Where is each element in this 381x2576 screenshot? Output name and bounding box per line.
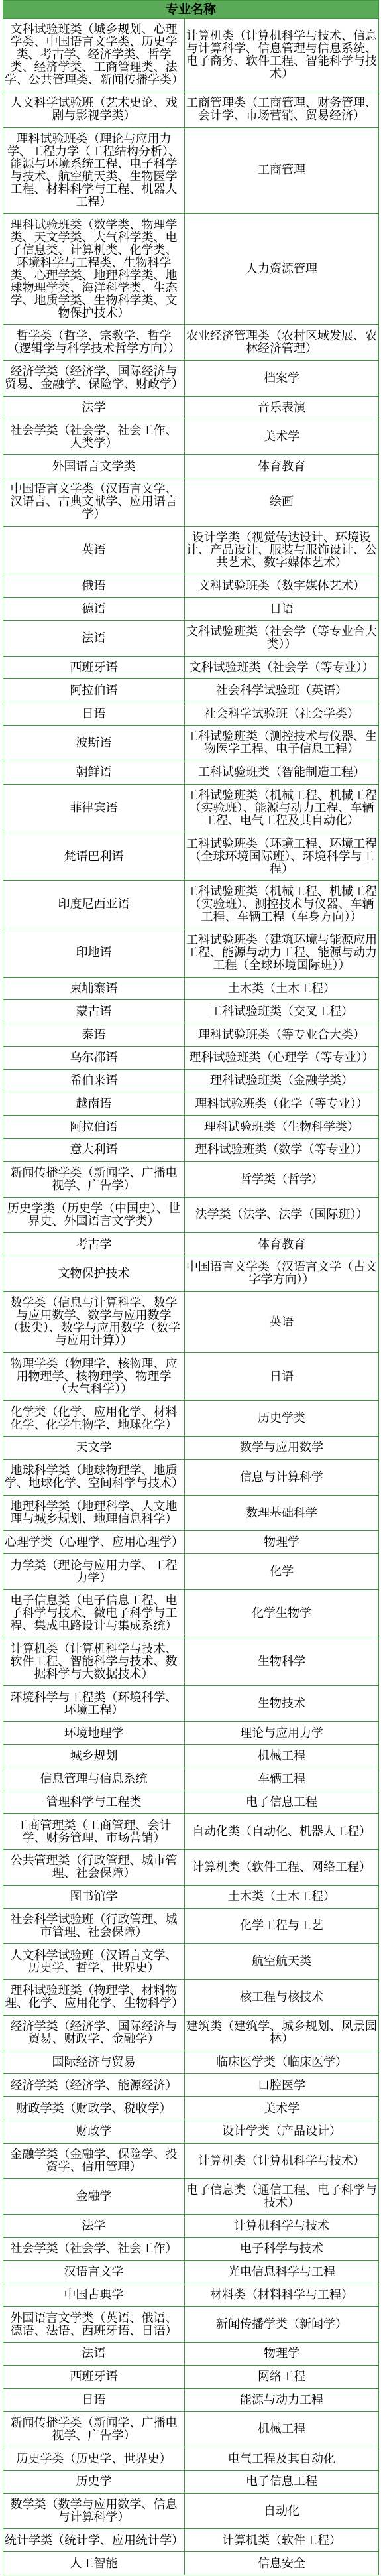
major-cell-right: 中国语言文学类（汉语言文学（古文字学方向）） — [185, 1256, 379, 1292]
major-cell-left: 社会学类（社会学、社会工作、人类学） — [3, 419, 185, 455]
table-row — [3, 1744, 379, 1768]
table-row — [3, 574, 379, 598]
major-cell-left: 地球科学类（地球物理学、地质学、地球化学、空间科学与技术） — [3, 1459, 185, 1495]
major-cell-left: 工商管理类（工商管理、会计学、财务管理、市场营销） — [3, 1814, 185, 1850]
table-row — [3, 92, 379, 127]
major-cell-right: 哲学类（哲学） — [185, 1161, 379, 1197]
major-cell-left: 波斯语 — [3, 726, 185, 761]
table-row — [3, 726, 379, 761]
major-cell-right: 核工程与核技术 — [185, 1980, 379, 2016]
table-row — [3, 2552, 379, 2575]
major-cell-left: 中国语言文学类（汉语言文学、汉语言、古典文献学、应用语言学） — [3, 478, 185, 526]
major-cell-right: 农业经济管理类（农村区域发展、农林经济管理） — [185, 325, 379, 361]
table-row — [3, 1256, 379, 1292]
major-cell-right: 理科试验班类（生物科学类） — [185, 1116, 379, 1139]
major-cell-left: 中国古典学 — [3, 2284, 185, 2307]
major-cell-right: 绘画 — [185, 478, 379, 526]
major-cell-right: 体育教育 — [185, 1233, 379, 1256]
table-row — [3, 784, 379, 832]
major-cell-left: 理科试验班类（物理学、材料物理、化学、应用化学、生物科学） — [3, 1980, 185, 2016]
table-row — [3, 360, 379, 396]
major-cell-left: 法学 — [3, 396, 185, 419]
major-cell-right: 档案学 — [185, 360, 379, 396]
major-cell-right: 生物技术 — [185, 1686, 379, 1722]
major-cell-right: 工科试验班类（机械工程、机械工程（实验班）、测控技术与仪器、车辆工程、车辆工程（车身方向）） — [185, 881, 379, 929]
major-cell-right: 建筑类（建筑学、城乡规划、风景园林） — [185, 2015, 379, 2051]
table-row — [3, 2120, 379, 2143]
major-cell-right: 工商管理类（工商管理、财务管理、会计学、市场营销、贸易经济） — [185, 92, 379, 127]
table-header-row — [3, 1, 379, 19]
major-cell-left: 印度尼西亚语 — [3, 881, 185, 929]
major-cell-left: 菲律宾语 — [3, 784, 185, 832]
major-cell-left: 财政学 — [3, 2120, 185, 2143]
major-cell-left: 蒙古语 — [3, 1000, 185, 1023]
major-cell-right: 文科试验班类（数字媒体艺术） — [185, 574, 379, 598]
major-cell-left: 力学类（理论与应用力学、工程力学） — [3, 1554, 185, 1590]
major-cell-right: 材料类（材料科学与工程） — [185, 2284, 379, 2307]
major-cell-right: 文科试验班类（社会学（等专业合大类）） — [185, 620, 379, 656]
major-cell-left: 历史学 — [3, 2470, 185, 2493]
table-row — [3, 1069, 379, 1092]
major-cell-right: 美术学 — [185, 2097, 379, 2120]
major-cell-right: 土木类（土木工程） — [185, 1885, 379, 1908]
major-cell-left: 阿拉伯语 — [3, 1116, 185, 1139]
major-cell-left: 金融学 — [3, 2179, 185, 2215]
major-cell-right: 数学与应用数学 — [185, 1437, 379, 1460]
table-row — [3, 1197, 379, 1233]
major-cell-left: 计算机类（计算机科学与技术、软件工程、智能科学与技术、数据科学与大数据技术） — [3, 1638, 185, 1686]
table-row — [3, 1046, 379, 1069]
major-table — [3, 0, 379, 2575]
major-cell-right: 英语 — [185, 1291, 379, 1352]
table-row — [3, 598, 379, 621]
major-cell-right: 电子信息工程 — [185, 1791, 379, 1814]
major-cell-left: 电子信息类（电子信息工程、电子科学与技术、微电子科学与工程、集成电路设计与集成系统） — [3, 1589, 185, 1638]
major-cell-right: 文科试验班类（社会学（等专业）） — [185, 656, 379, 679]
major-cell-right: 体育教育 — [185, 455, 379, 478]
table-row — [3, 1980, 379, 2016]
major-cell-left: 信息管理与信息系统 — [3, 1768, 185, 1791]
table-row — [3, 1291, 379, 1352]
table-row — [3, 1023, 379, 1047]
table-row — [3, 478, 379, 526]
major-cell-left: 日语 — [3, 2388, 185, 2412]
major-cell-left: 社会学类（社会学、社会工作） — [3, 2238, 185, 2261]
major-cell-left: 人文科学试验班（艺术史论、戏剧与影视学类） — [3, 92, 185, 127]
major-cell-left: 环境地理学 — [3, 1722, 185, 1745]
major-cell-right: 社会科学试验班（社会学类） — [185, 702, 379, 726]
major-cell-left: 考古学 — [3, 1233, 185, 1256]
major-cell-right: 日语 — [185, 598, 379, 621]
major-cell-left: 数学类（信息与计算科学、数学与应用数学、数学与应用数学（拔尖）、数学与应用数学（数学与应用计算）） — [3, 1291, 185, 1352]
major-cell-right: 化学 — [185, 1554, 379, 1590]
table-row — [3, 127, 379, 214]
major-cell-left: 文物保护技术 — [3, 1256, 185, 1292]
major-cell-left: 朝鲜语 — [3, 761, 185, 784]
major-cell-right: 工科试验班类（建筑环境与能源应用工程、能源与动力工程、能源与动力工程（全球环境国际班）） — [185, 929, 379, 977]
major-cell-left: 经济学类（经济学、国际经济与贸易、金融学、保险学、财政学） — [3, 360, 185, 396]
table-row — [3, 1531, 379, 1554]
table-row — [3, 1116, 379, 1139]
major-cell-right: 设计学类（产品设计） — [185, 2120, 379, 2143]
major-cell-right: 生物科学 — [185, 1638, 379, 1686]
major-cell-left: 新闻传播学类（新闻学、广播电视学、广告学） — [3, 2412, 185, 2447]
major-cell-right: 机械工程 — [185, 1744, 379, 1768]
table-row — [3, 1589, 379, 1638]
major-cell-left: 人文科学试验班（汉语言文学、历史学、哲学、世界史） — [3, 1944, 185, 1980]
major-cell-left: 外国语言文学类 — [3, 455, 185, 478]
major-cell-right: 计算机类（计算机科学与技术、信息与计算科学、信息管理与信息系统、电子商务、软件工程、智能科学与技术） — [185, 19, 379, 92]
major-cell-right: 口腔医学 — [185, 2074, 379, 2097]
table-row — [3, 656, 379, 679]
major-cell-right: 电子信息类（通信工程、电子科学与技术） — [185, 2179, 379, 2215]
major-cell-right: 自动化 — [185, 2493, 379, 2529]
major-cell-right: 理科试验班类（数学（等专业）） — [185, 1138, 379, 1161]
major-cell-right: 人力资源管理 — [185, 214, 379, 325]
major-cell-right: 日语 — [185, 1352, 379, 1401]
major-cell-right: 美术学 — [185, 419, 379, 455]
major-cell-right: 计算机类（计算机科学与技术） — [185, 2143, 379, 2179]
table-row — [3, 2051, 379, 2074]
major-cell-left: 化学类（化学、应用化学、材料化学、化学生物学、地球化学） — [3, 1401, 185, 1437]
major-cell-left: 西班牙语 — [3, 656, 185, 679]
major-cell-left: 国际经济与贸易 — [3, 2051, 185, 2074]
table-row — [3, 1000, 379, 1023]
table-row — [3, 2260, 379, 2284]
table-row — [3, 2284, 379, 2307]
major-cell-right: 能源与动力工程 — [185, 2388, 379, 2412]
table-row — [3, 1092, 379, 1116]
table-row — [3, 2529, 379, 2552]
major-cell-left: 管理科学与工程类 — [3, 1791, 185, 1814]
major-cell-left: 天文学 — [3, 1437, 185, 1460]
table-row — [3, 214, 379, 325]
table-row — [3, 2143, 379, 2179]
table-row — [3, 2215, 379, 2238]
table-row — [3, 881, 379, 929]
major-cell-right: 理论与应用力学 — [185, 1722, 379, 1745]
table-row — [3, 1791, 379, 1814]
major-cell-left: 梵语巴利语 — [3, 832, 185, 881]
table-row — [3, 832, 379, 881]
table-row — [3, 2307, 379, 2343]
major-cell-right: 物理学 — [185, 2343, 379, 2366]
major-table-container — [3, 0, 378, 2576]
major-cell-left: 汉语言文学 — [3, 2260, 185, 2284]
major-cell-right: 光电信息科学与工程 — [185, 2260, 379, 2284]
table-row — [3, 526, 379, 574]
major-cell-left: 乌尔都语 — [3, 1046, 185, 1069]
major-cell-right: 电气工程及其自动化 — [185, 2447, 379, 2471]
table-row — [3, 2470, 379, 2493]
major-cell-left: 财政学类（财政学、税收学） — [3, 2097, 185, 2120]
major-cell-left: 泰语 — [3, 1023, 185, 1047]
major-cell-right: 航空航天类 — [185, 1944, 379, 1980]
major-cell-right: 数理基础科学 — [185, 1495, 379, 1531]
table-row — [3, 977, 379, 1000]
table-row — [3, 1908, 379, 1944]
major-cell-left: 西班牙语 — [3, 2365, 185, 2388]
major-cell-left: 环境科学与工程类（环境科学、环境工程） — [3, 1686, 185, 1722]
table-row — [3, 2388, 379, 2412]
major-cell-right: 理科试验班类（化学（等专业）） — [185, 1092, 379, 1116]
major-cell-right: 理科试验班类（心理学（等专业）） — [185, 1046, 379, 1069]
major-cell-left: 社会科学试验班（行政管理、城市管理、社会保障） — [3, 1908, 185, 1944]
major-cell-right: 车辆工程 — [185, 1768, 379, 1791]
table-row — [3, 2097, 379, 2120]
table-row — [3, 1768, 379, 1791]
table-row — [3, 1554, 379, 1590]
table-row — [3, 1401, 379, 1437]
major-cell-right: 工科试验班类（智能制造工程） — [185, 761, 379, 784]
major-cell-left: 日语 — [3, 702, 185, 726]
table-row — [3, 325, 379, 361]
major-cell-right: 设计学类（视觉传达设计、环境设计、产品设计、服装与服饰设计、公共艺术、数字媒体艺术） — [185, 526, 379, 574]
major-cell-right: 历史学类 — [185, 1401, 379, 1437]
table-row — [3, 1161, 379, 1197]
table-body — [3, 19, 379, 2575]
table-row — [3, 2015, 379, 2051]
major-cell-left: 文科试验班类（城乡规划、心理学类、中国语言文学类、历史学类、考古学、经济学类、哲学类、经济学类、工商管理类、法学、公共管理类、新闻传播学类） — [3, 19, 185, 92]
table-row — [3, 1495, 379, 1531]
table-row — [3, 679, 379, 702]
major-cell-right: 信息与计算科学 — [185, 1459, 379, 1495]
table-row — [3, 2365, 379, 2388]
major-cell-left: 越南语 — [3, 1092, 185, 1116]
major-cell-right: 社会科学试验班（英语） — [185, 679, 379, 702]
major-cell-right: 法学类（法学、法学（国际班）） — [185, 1197, 379, 1233]
major-cell-right: 自动化类（自动化、机器人工程） — [185, 1814, 379, 1850]
table-row — [3, 1638, 379, 1686]
major-cell-right: 电子信息工程 — [185, 2470, 379, 2493]
major-cell-left: 法语 — [3, 2343, 185, 2366]
table-row — [3, 2493, 379, 2529]
major-cell-left: 数学类（数学与应用数学、信息与计算科学） — [3, 2493, 185, 2529]
major-cell-left: 理科试验班类（数学类、物理学类、天文学类、大气科学类、电子信息类、计算机类、化学类、环境科学与工程类、生物科学类、心理学类、地理科学类、地球物理学类、海洋科学类、生态学、地质学类、生物科学类、文物保护技术） — [3, 214, 185, 325]
major-cell-right: 新闻传播学类（新闻学） — [185, 2307, 379, 2343]
major-cell-left: 物理学类（物理学、核物理、应用物理学、核物理学、物理学（大气科学）） — [3, 1352, 185, 1401]
table-row — [3, 1686, 379, 1722]
major-cell-right: 计算机科学与技术 — [185, 2215, 379, 2238]
major-cell-left: 俄语 — [3, 574, 185, 598]
major-cell-left: 法语 — [3, 620, 185, 656]
major-cell-right: 理科试验班类（金融学类） — [185, 1069, 379, 1092]
major-cell-left: 希伯来语 — [3, 1069, 185, 1092]
table-row — [3, 2179, 379, 2215]
table-row — [3, 1352, 379, 1401]
major-cell-left: 心理学类（心理学、应用心理学） — [3, 1531, 185, 1554]
major-cell-right: 工科试验班类（测控技术与仪器、生物医学工程、电子信息工程） — [185, 726, 379, 761]
major-cell-right: 化学生物学 — [185, 1589, 379, 1638]
table-row — [3, 455, 379, 478]
major-cell-right: 信息安全 — [185, 2552, 379, 2575]
major-cell-right: 工商管理 — [185, 127, 379, 214]
major-cell-left: 地理科学类（地理科学、人文地理与城乡规划、地理信息科学） — [3, 1495, 185, 1531]
major-cell-left: 经济学类（经济学、国际经济与贸易、财政学、金融学） — [3, 2015, 185, 2051]
table-row — [3, 1944, 379, 1980]
table-row — [3, 1814, 379, 1850]
major-cell-right: 音乐表演 — [185, 396, 379, 419]
table-header: 专业名称 — [3, 1, 379, 19]
table-row — [3, 761, 379, 784]
major-cell-right: 机械工程 — [185, 2412, 379, 2447]
table-row — [3, 1459, 379, 1495]
table-row — [3, 2412, 379, 2447]
major-cell-left: 外国语言文学类（英语、俄语、德语、法语、西班牙语、日语） — [3, 2307, 185, 2343]
major-cell-left: 柬埔寨语 — [3, 977, 185, 1000]
major-cell-left: 英语 — [3, 526, 185, 574]
major-cell-right: 物理学 — [185, 1531, 379, 1554]
table-row — [3, 2447, 379, 2471]
major-cell-left: 图书馆学 — [3, 1885, 185, 1908]
table-row — [3, 2074, 379, 2097]
table-row — [3, 702, 379, 726]
major-cell-right: 电子科学与技术 — [185, 2238, 379, 2261]
major-cell-left: 意大利语 — [3, 1138, 185, 1161]
table-row — [3, 396, 379, 419]
major-cell-left: 历史学类（历史学（中国史）、世界史、外国语言文学类） — [3, 1197, 185, 1233]
table-row — [3, 1722, 379, 1745]
table-row — [3, 1437, 379, 1460]
major-cell-left: 历史学类（历史学、世界史） — [3, 2447, 185, 2471]
table-row — [3, 929, 379, 977]
major-cell-right: 化学工程与工艺 — [185, 1908, 379, 1944]
major-cell-left: 哲学类（哲学、宗教学、哲学（逻辑学与科学技术哲学方向）） — [3, 325, 185, 361]
major-cell-left: 印地语 — [3, 929, 185, 977]
major-cell-right: 计算机类（软件工程、网络工程） — [185, 1850, 379, 1886]
major-cell-right: 临床医学类（临床医学） — [185, 2051, 379, 2074]
major-cell-left: 理科试验班类（理论与应用力学、工程力学（工程结构分析）、能源与环境系统工程、电子科学与技术、航空航天类、生物医学工程、材料科学与工程、机器人工程） — [3, 127, 185, 214]
major-cell-left: 法学 — [3, 2215, 185, 2238]
major-cell-right: 工科试验班类（环境工程、环境工程（全球环境国际班）、环境科学与工程） — [185, 832, 379, 881]
major-cell-right: 理科试验班类（等专业合大类） — [185, 1023, 379, 1047]
table-row — [3, 1138, 379, 1161]
table-row — [3, 620, 379, 656]
major-cell-left: 阿拉伯语 — [3, 679, 185, 702]
table-row — [3, 1233, 379, 1256]
table-row — [3, 19, 379, 92]
major-cell-left: 经济学类（经济学、能源经济） — [3, 2074, 185, 2097]
table-row — [3, 419, 379, 455]
major-cell-left: 金融学类（金融学、保险学、投资学、信用管理） — [3, 2143, 185, 2179]
major-cell-left: 城乡规划 — [3, 1744, 185, 1768]
table-row — [3, 1885, 379, 1908]
major-cell-right: 网络工程 — [185, 2365, 379, 2388]
table-row — [3, 1850, 379, 1886]
major-cell-right: 土木类（土木工程） — [185, 977, 379, 1000]
major-cell-left: 人工智能 — [3, 2552, 185, 2575]
major-cell-right: 工科试验班类（机械工程、机械工程（实验班）、能源与动力工程、车辆工程、电气工程及其自动化） — [185, 784, 379, 832]
table-row — [3, 2238, 379, 2261]
major-cell-left: 统计学类（统计学、应用统计学） — [3, 2529, 185, 2552]
table-row — [3, 2343, 379, 2366]
major-cell-left: 德语 — [3, 598, 185, 621]
major-cell-right: 计算机类（软件工程） — [185, 2529, 379, 2552]
major-cell-right: 工科试验班类（交叉工程） — [185, 1000, 379, 1023]
major-cell-left: 公共管理类（行政管理、城市管理、社会保障） — [3, 1850, 185, 1886]
major-cell-left: 新闻传播学类（新闻学、广播电视学、广告学） — [3, 1161, 185, 1197]
